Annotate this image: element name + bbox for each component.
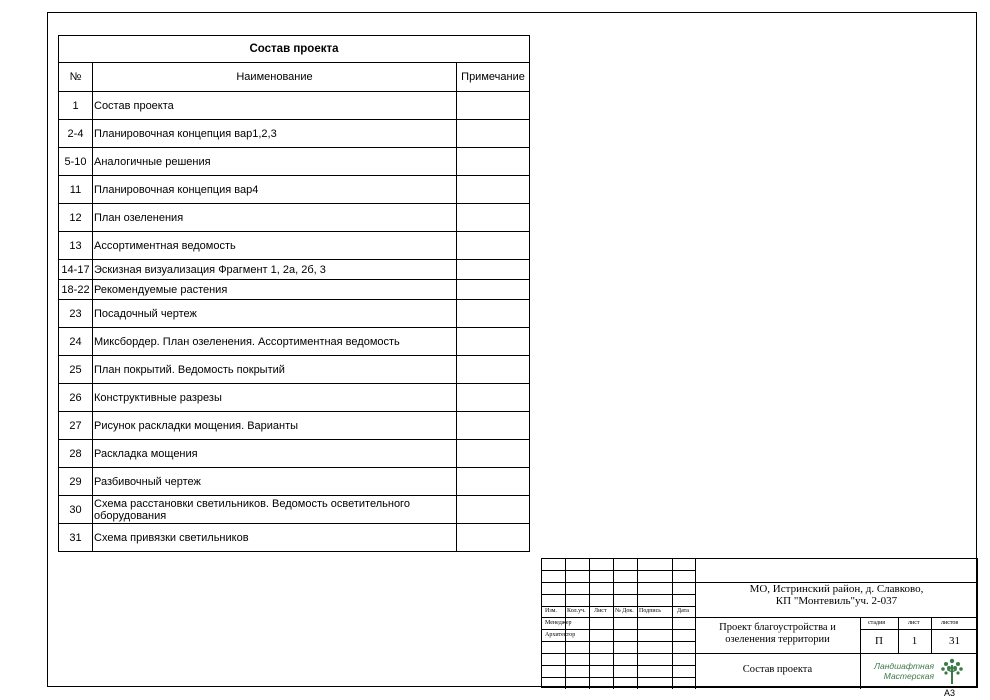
- column-header-note: Примечание: [457, 63, 530, 92]
- row-name: Состав проекта: [93, 92, 457, 120]
- row-note: [457, 148, 530, 176]
- row-note: [457, 328, 530, 356]
- row-number: 31: [59, 524, 93, 552]
- row-name: Рекомендуемые растения: [93, 280, 457, 300]
- row-name: Раскладка мощения: [93, 440, 457, 468]
- stamp-col-izm: Изм.: [545, 608, 557, 614]
- column-header-name: Наименование: [93, 63, 457, 92]
- row-note: [457, 356, 530, 384]
- address-line-2: КП "Монтевиль"уч. 2-037: [775, 595, 898, 607]
- row-name: План покрытий. Ведомость покрытий: [93, 356, 457, 384]
- row-number: 30: [59, 496, 93, 524]
- row-note: [457, 300, 530, 328]
- sheet-value: 1: [911, 635, 918, 647]
- row-name: План озеленения: [93, 204, 457, 232]
- row-name: Миксбордер. План озеленения. Ассортиментная ведомость: [93, 328, 457, 356]
- table-row: [59, 176, 530, 204]
- row-name: Схема расстановки светильников. Ведомость осветительного оборудования: [93, 496, 457, 524]
- column-header-number: №: [59, 63, 93, 92]
- table-row: [59, 412, 530, 440]
- row-name: Эскизная визуализация Фрагмент 1, 2а, 2б, 3: [93, 260, 457, 280]
- row-number: 26: [59, 384, 93, 412]
- sheet-format-label: А3: [944, 688, 956, 698]
- project-composition-table: [58, 35, 530, 552]
- row-number: 12: [59, 204, 93, 232]
- title-block: [541, 558, 978, 688]
- project-name-line-1: Проект благоустройства и: [719, 622, 836, 633]
- row-number: 23: [59, 300, 93, 328]
- row-note: [457, 440, 530, 468]
- address-block: [695, 583, 978, 607]
- row-note: [457, 176, 530, 204]
- row-name: Ассортиментная ведомость: [93, 232, 457, 260]
- project-name-block: [695, 622, 860, 646]
- row-name: Разбивочный чертеж: [93, 468, 457, 496]
- stamp-role-manager: Менеджер: [545, 620, 572, 626]
- company-name: [868, 661, 934, 681]
- sheet-title: Состав проекта: [742, 664, 813, 675]
- table-row: [59, 384, 530, 412]
- row-number: 5-10: [59, 148, 93, 176]
- table-row: [59, 280, 530, 300]
- row-number: 25: [59, 356, 93, 384]
- row-number: 18-22: [59, 280, 93, 300]
- tree-logo-icon: [940, 657, 964, 685]
- stamp-col-sign: Подпись: [639, 608, 662, 614]
- table-row: [59, 496, 530, 524]
- row-number: 28: [59, 440, 93, 468]
- project-name-line-2: озеленения территории: [725, 634, 830, 645]
- row-note: [457, 120, 530, 148]
- company-name-line-1: Ландшафтная: [874, 661, 934, 671]
- row-note: [457, 496, 530, 524]
- row-note: [457, 204, 530, 232]
- table-row: [59, 300, 530, 328]
- row-name: Посадочный чертеж: [93, 300, 457, 328]
- table-row: [59, 92, 530, 120]
- row-note: [457, 524, 530, 552]
- company-name-line-2: Мастерская: [883, 671, 934, 681]
- stamp-col-ndoc: № Док.: [615, 608, 634, 614]
- table-row: [59, 232, 530, 260]
- row-number: 2-4: [59, 120, 93, 148]
- table-body: [59, 92, 530, 552]
- row-note: [457, 92, 530, 120]
- table-row: [59, 260, 530, 280]
- row-note: [457, 412, 530, 440]
- stamp-col-kol: Кол.уч.: [567, 608, 586, 614]
- table-title: Состав проекта: [59, 36, 530, 63]
- stamp-role-architect: Архитектор: [545, 632, 576, 638]
- row-name: Аналогичные решения: [93, 148, 457, 176]
- row-name: Схема привязки светильников: [93, 524, 457, 552]
- table-row: [59, 120, 530, 148]
- address-line-1: МО, Истринский район, д. Славково,: [749, 583, 924, 595]
- table-row: [59, 524, 530, 552]
- row-name: Рисунок раскладки мощения. Варианты: [93, 412, 457, 440]
- stamp-col-date: Дата: [677, 608, 689, 614]
- row-note: [457, 384, 530, 412]
- table-row: [59, 148, 530, 176]
- sheets-value: 31: [949, 635, 960, 647]
- row-name: Планировочная концепция вар4: [93, 176, 457, 204]
- stage-label: стадия: [868, 620, 886, 626]
- row-note: [457, 280, 530, 300]
- row-number: 14-17: [59, 260, 93, 280]
- row-number: 24: [59, 328, 93, 356]
- table-row: [59, 204, 530, 232]
- table-row: [59, 440, 530, 468]
- row-number: 1: [59, 92, 93, 120]
- sheet-label: лист: [908, 620, 920, 626]
- row-number: 11: [59, 176, 93, 204]
- row-note: [457, 468, 530, 496]
- table-row: [59, 468, 530, 496]
- table-row: [59, 328, 530, 356]
- row-number: 29: [59, 468, 93, 496]
- row-note: [457, 232, 530, 260]
- stamp-col-list: Лист: [594, 608, 607, 614]
- stage-value: П: [875, 635, 883, 647]
- row-number: 27: [59, 412, 93, 440]
- row-name: Планировочная концепция вар1,2,3: [93, 120, 457, 148]
- row-number: 13: [59, 232, 93, 260]
- table-row: [59, 356, 530, 384]
- row-name: Конструктивные разрезы: [93, 384, 457, 412]
- row-note: [457, 260, 530, 280]
- sheets-label: листов: [941, 620, 959, 626]
